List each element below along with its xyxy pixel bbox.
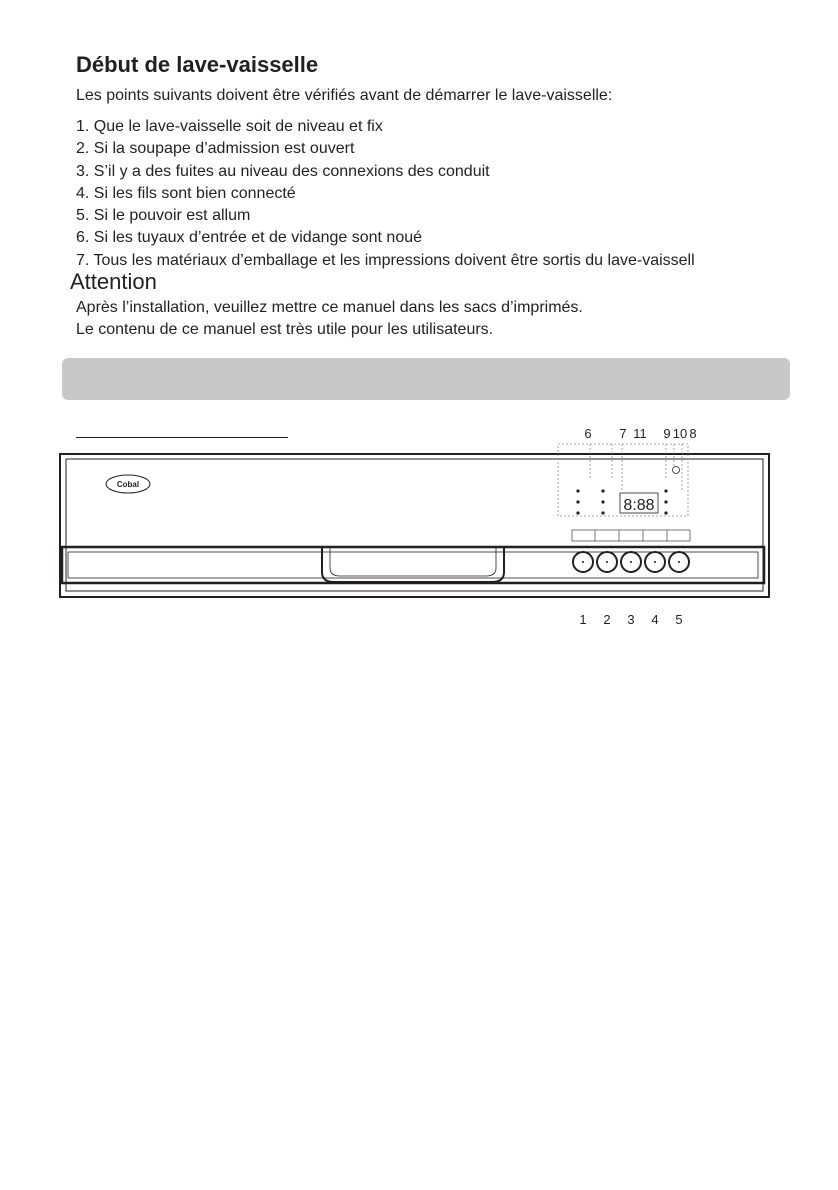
checklist bbox=[76, 116, 695, 272]
attention-line: Après l’installation, veuillez mettre ce manuel dans les sacs d’imprimés. bbox=[76, 299, 583, 316]
display-readout: 8:88 bbox=[623, 497, 655, 514]
attention-text bbox=[76, 297, 583, 341]
callout-label: 7 bbox=[619, 426, 627, 441]
list-item: 3. S’il y a des fuites au niveau des connexions des conduit bbox=[76, 162, 490, 180]
callout-label: 4 bbox=[651, 612, 659, 627]
callout-label: 2 bbox=[603, 612, 611, 627]
list-item: 4. Si les fils sont bien connecté bbox=[76, 184, 296, 202]
callout-label: 3 bbox=[627, 612, 635, 627]
section-bar bbox=[62, 358, 790, 400]
power-icon bbox=[673, 467, 680, 474]
callout-label: 5 bbox=[675, 612, 683, 627]
callout-label: 10 bbox=[672, 426, 688, 441]
callout-label: 11 bbox=[633, 426, 647, 441]
list-item: 7. Tous les matériaux d’emballage et les impressions doivent être sortis du lave-vaissell bbox=[76, 251, 695, 269]
callout-label: 8 bbox=[689, 426, 697, 441]
list-item: 6. Si les tuyaux d’entrée et de vidange sont noué bbox=[76, 229, 423, 247]
callout-label: 6 bbox=[584, 426, 592, 441]
list-item: 2. Si la soupape d’admission est ouvert bbox=[76, 140, 355, 158]
control-buttons bbox=[573, 552, 689, 572]
control-panel-diagram bbox=[0, 420, 838, 645]
page-title: Début de lave-vaisselle bbox=[76, 52, 319, 77]
intro-text: Les points suivants doivent être vérifiés avant de démarrer le lave-vaisselle: bbox=[76, 87, 613, 104]
brand-name: Cobal bbox=[116, 480, 140, 489]
attention-heading: Attention bbox=[70, 269, 157, 294]
list-item: 5. Si le pouvoir est allum bbox=[76, 207, 251, 225]
callout-label: 9 bbox=[663, 426, 671, 441]
attention-line: Le contenu de ce manuel est très utile pour les utilisateurs. bbox=[76, 321, 494, 338]
callout-label: 1 bbox=[579, 612, 587, 627]
list-item: 1. Que le lave-vaisselle soit de niveau et fix bbox=[76, 118, 383, 135]
dishwasher-outline bbox=[60, 454, 769, 597]
